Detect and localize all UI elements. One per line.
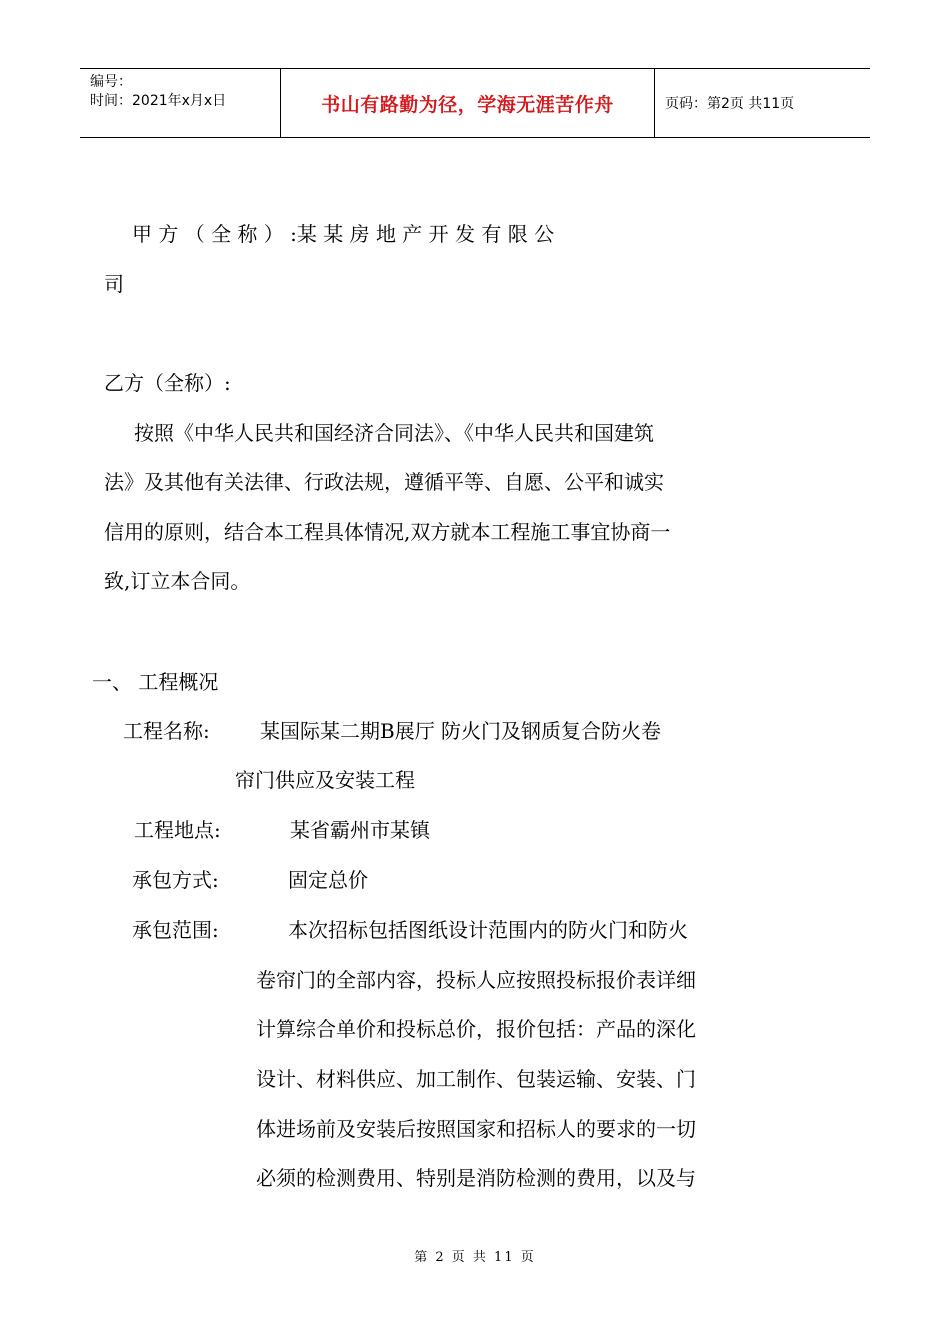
project-name-label: 工程名称: [123,719,210,743]
motto-text: 书山有路勤为径，学海无涯苦作舟 [321,93,614,116]
preamble-line: 按照《中华人民共和国经济合同法》、《中华人民共和国建筑 [134,421,654,445]
preamble-line: 信用的原则，结合本工程具体情况,双方就本工程施工事宜协商一 [104,520,671,544]
footer-page-number: 第 2 页 共 11 页 [414,1250,536,1265]
scope-line: 卷帘门的全部内容，投标人应按照投标报价表详细 [256,968,696,992]
preamble-line: 法》及其他有关法律、行政法规，遵循平等、自愿、公平和诚实 [104,470,664,494]
project-name-value: 某国际某二期B展厅 防火门及钢质复合防火卷 [260,719,662,743]
project-location-value: 某省霸州市某镇 [290,818,430,842]
contract-type-value: 固定总价 [288,868,368,892]
code-label: 编号： [90,74,132,90]
preamble-line: 致,订立本合同。 [104,569,251,593]
party-b-line: 乙方（全称）: [104,371,231,395]
header-motto-cell [281,69,655,137]
project-name-value-cont: 帘门供应及安装工程 [235,768,415,792]
scope-line: 必须的检测费用、特别是消防检测的费用，以及与 [256,1166,696,1190]
header-meta-cell [80,69,281,137]
party-a-line2: 司 [104,272,124,296]
scope-line: 体进场前及安装后按照国家和招标人的要求的一切 [256,1117,696,1141]
scope-label: 承包范围: [132,918,219,942]
date-line: 时间：2021年x月x日 [90,93,227,109]
header-page-info: 页码：第2页 共11页 [665,96,795,112]
scope-line: 计算综合单价和投标总价，报价包括：产品的深化 [256,1017,696,1041]
section-heading: 一、 工程概况 [92,670,219,694]
party-a-line1: 甲 方 （ 全 称 ） :某 某 房 地 产 开 发 有 限 公 [132,222,555,246]
header-table [80,68,870,138]
contract-type-label: 承包方式: [132,868,219,892]
scope-line: 设计、材料供应、加工制作、包装运输、安装、门 [256,1067,696,1091]
project-location-label: 工程地点: [134,818,221,842]
header-page-cell [655,69,870,137]
scope-line: 本次招标包括图纸设计范围内的防火门和防火 [288,918,688,942]
